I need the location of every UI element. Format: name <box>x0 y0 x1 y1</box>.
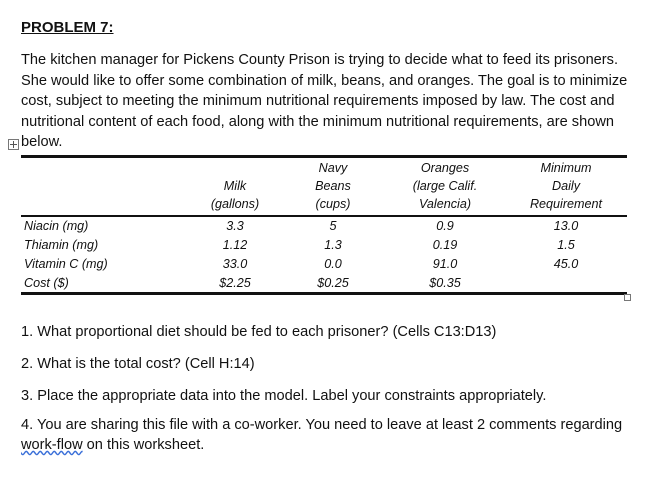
cell-vitamin-c-minimum: 45.0 <box>553 257 579 271</box>
header-milk-line2: Milk <box>223 179 247 193</box>
question-2: 2. What is the total cost? (Cell H:14) <box>21 356 255 372</box>
header-minimum-line3: Requirement <box>529 197 603 211</box>
spellcheck-word-workflow[interactable]: work-flow <box>21 437 83 453</box>
cell-niacin-milk: 3.3 <box>226 219 244 233</box>
resize-handle-icon[interactable] <box>624 294 631 301</box>
row-label-cost: Cost ($) <box>24 276 69 290</box>
header-milk-line3: (gallons) <box>210 197 260 211</box>
cell-thiamin-milk: 1.12 <box>222 238 248 252</box>
cell-thiamin-minimum: 1.5 <box>557 238 575 252</box>
table-top-rule <box>21 155 627 158</box>
cell-vitamin-c-oranges: 91.0 <box>432 257 458 271</box>
header-minimum-line1: Minimum <box>540 161 592 175</box>
cell-niacin-beans: 5 <box>329 219 337 233</box>
header-beans-line2: Beans <box>315 179 351 193</box>
table-header-rule <box>21 215 627 217</box>
cell-cost-beans: $0.25 <box>317 276 349 290</box>
cell-vitamin-c-beans: 0.0 <box>324 257 342 271</box>
row-label-niacin: Niacin (mg) <box>24 219 89 233</box>
cell-cost-milk: $2.25 <box>219 276 251 290</box>
header-oranges-line2: (large Calif. <box>412 179 478 193</box>
cell-vitamin-c-milk: 33.0 <box>222 257 248 271</box>
cell-cost-oranges: $0.35 <box>429 276 461 290</box>
problem-intro: The kitchen manager for Pickens County Prison is trying to decide what to feed its prisoners. She would like to offer some combination of milk, beans, and oranges. The goal is to minimize cost, subject to meeting the minimum nutritional requirements imposed by law. The cost and nutritional content of each food, along with the minimum nutritional requirements, are shown below. <box>21 52 628 150</box>
row-label-thiamin: Thiamin (mg) <box>24 238 99 252</box>
question-4-text: 4. You are sharing this file with a co-worker. You need to leave at least 2 comments regarding <box>21 417 623 433</box>
nutrition-table <box>21 155 627 297</box>
header-beans-line3: (cups) <box>315 197 351 211</box>
header-oranges-line3: Valencia) <box>418 197 472 211</box>
cell-thiamin-beans: 1.3 <box>324 238 342 252</box>
header-beans-line1: Navy <box>318 161 348 175</box>
cell-niacin-minimum: 13.0 <box>553 219 579 233</box>
header-minimum-line2: Daily <box>552 179 580 193</box>
cell-thiamin-oranges: 0.19 <box>432 238 458 252</box>
row-label-vitamin-c: Vitamin C (mg) <box>24 257 108 271</box>
move-handle-icon[interactable] <box>8 139 19 150</box>
question-3: 3. Place the appropriate data into the model. Label your constraints appropriately. <box>21 388 547 404</box>
header-oranges-line1: Oranges <box>420 161 470 175</box>
problem-title: PROBLEM 7: <box>21 19 114 36</box>
table-bottom-rule <box>21 292 627 295</box>
question-1: 1. What proportional diet should be fed to each prisoner? (Cells C13:D13) <box>21 324 497 340</box>
question-4-tail: on this worksheet. <box>82 437 205 453</box>
cell-niacin-oranges: 0.9 <box>436 219 454 233</box>
question-4 <box>21 415 641 455</box>
